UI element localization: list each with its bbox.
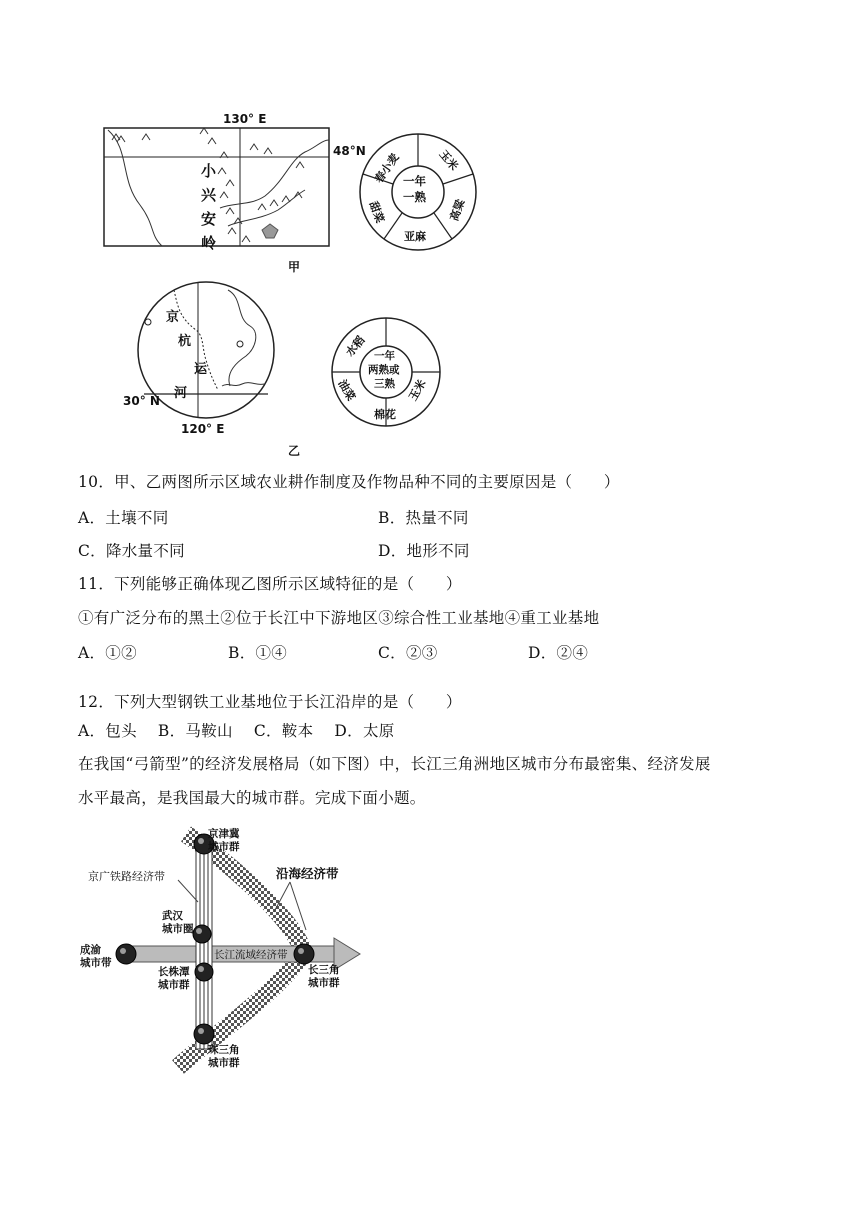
label-jingjinji [208, 828, 240, 854]
yi-wheel-center-3: 三熟 [374, 378, 395, 390]
label-wuhan [162, 910, 194, 936]
passage-line-1: 在我国“弓箭型”的经济发展格局（如下图）中，长江三角洲地区城市分布最密集、经济发展 [78, 755, 711, 773]
mountain-char-3: 安 [201, 210, 217, 228]
q10-option-c: C．降水量不同 [78, 542, 185, 560]
label-changzhutan [158, 966, 190, 992]
label-changsanjiao-2: 城市群 [308, 977, 340, 989]
yi-wheel-center-2: 两熟或 [368, 364, 400, 376]
label-jingjinji-1: 京津冀 [208, 828, 240, 840]
bow-arrow-diagram [78, 822, 378, 1077]
label-chengyu-1: 成渝 [80, 944, 101, 956]
yi-crop-wheel [330, 316, 442, 428]
label-changzhutan-1: 长株潭 [158, 966, 190, 978]
q10-option-b: B．热量不同 [378, 509, 469, 527]
passage-line-2: 水平最高，是我国最大的城市群。完成下面小题。 [78, 789, 426, 807]
yi-lat-label: 30° N [123, 394, 160, 408]
yi-wheel-center-1: 一年 [374, 350, 395, 362]
mountain-char-2: 兴 [201, 186, 217, 204]
q11-statements: ①有广泛分布的黑土②位于长江中下游地区③综合性工业基地④重工业基地 [78, 609, 600, 627]
jia-lat-label: 48°N [333, 144, 366, 158]
label-zhusanjiao-2: 城市群 [208, 1057, 240, 1069]
label-changzhutan-2: 城市群 [158, 979, 190, 991]
mountain-char-4: 岭 [201, 234, 217, 252]
yi-crop-3: 棉花 [374, 408, 396, 421]
yi-crop-1: 水稻 [343, 333, 368, 359]
label-zhusanjiao-1: 珠三角 [208, 1044, 240, 1056]
label-chengyu [80, 944, 112, 970]
mountain-char-1: 小 [201, 162, 217, 180]
q12-stem: 12．下列大型钢铁工业基地位于长江沿岸的是（ ） [78, 693, 462, 711]
label-wuhan-2: 城市圈 [162, 923, 194, 935]
q11-stem: 11．下列能够正确体现乙图所示区域特征的是（ ） [78, 575, 462, 593]
canal-char-4: 河 [174, 386, 188, 401]
canal-char-2: 杭 [178, 334, 192, 349]
jia-crop-5: 甜菜 [366, 199, 387, 225]
jia-crop-2: 玉米 [436, 147, 461, 173]
label-zhusanjiao [208, 1044, 240, 1070]
label-coastal-belt: 沿海经济带 [276, 866, 339, 881]
jia-lon-label: 130° E [223, 112, 267, 126]
q11-option-b: B．①④ [228, 644, 288, 662]
jia-caption: 甲 [288, 260, 301, 274]
q11-option-c: C．②③ [378, 644, 438, 662]
jia-crop-3: 高粱 [447, 197, 468, 223]
q11-option-a: A．①② [78, 644, 137, 662]
yi-caption: 乙 [288, 444, 301, 458]
label-wuhan-1: 武汉 [162, 910, 183, 922]
jia-crop-4: 亚麻 [404, 230, 426, 243]
yi-crop-4: 油菜 [335, 377, 358, 404]
label-jingguang-belt: 京广铁路经济带 [88, 870, 165, 883]
figure-yi-map [118, 278, 301, 460]
q10-stem: 10．甲、乙两图所示区域农业耕作制度及作物品种不同的主要原因是（ ） [78, 473, 620, 491]
q11-option-d: D．②④ [528, 644, 589, 662]
label-changsanjiao-1: 长三角 [308, 964, 340, 976]
q12-options: A．包头 B．马鞍山 C．鞍本 D．太原 [78, 722, 395, 740]
label-yangtze-belt: 长江流域经济带 [214, 949, 288, 961]
jia-wheel-center-2: 一熟 [403, 190, 426, 204]
label-jingjinji-2: 城市群 [208, 841, 240, 853]
label-changsanjiao [308, 964, 340, 990]
canal-char-1: 京 [166, 310, 180, 325]
yi-lon-label: 120° E [181, 422, 225, 436]
q10-option-d: D．地形不同 [378, 542, 470, 560]
label-chengyu-2: 城市带 [80, 957, 112, 969]
jia-crop-1: 春小麦 [372, 151, 402, 186]
yi-crop-2: 玉米 [406, 377, 429, 404]
canal-char-3: 运 [194, 362, 208, 377]
q10-option-a: A．土壤不同 [78, 509, 169, 527]
jia-wheel-center-1: 一年 [403, 174, 426, 188]
jia-crop-wheel [358, 132, 478, 252]
